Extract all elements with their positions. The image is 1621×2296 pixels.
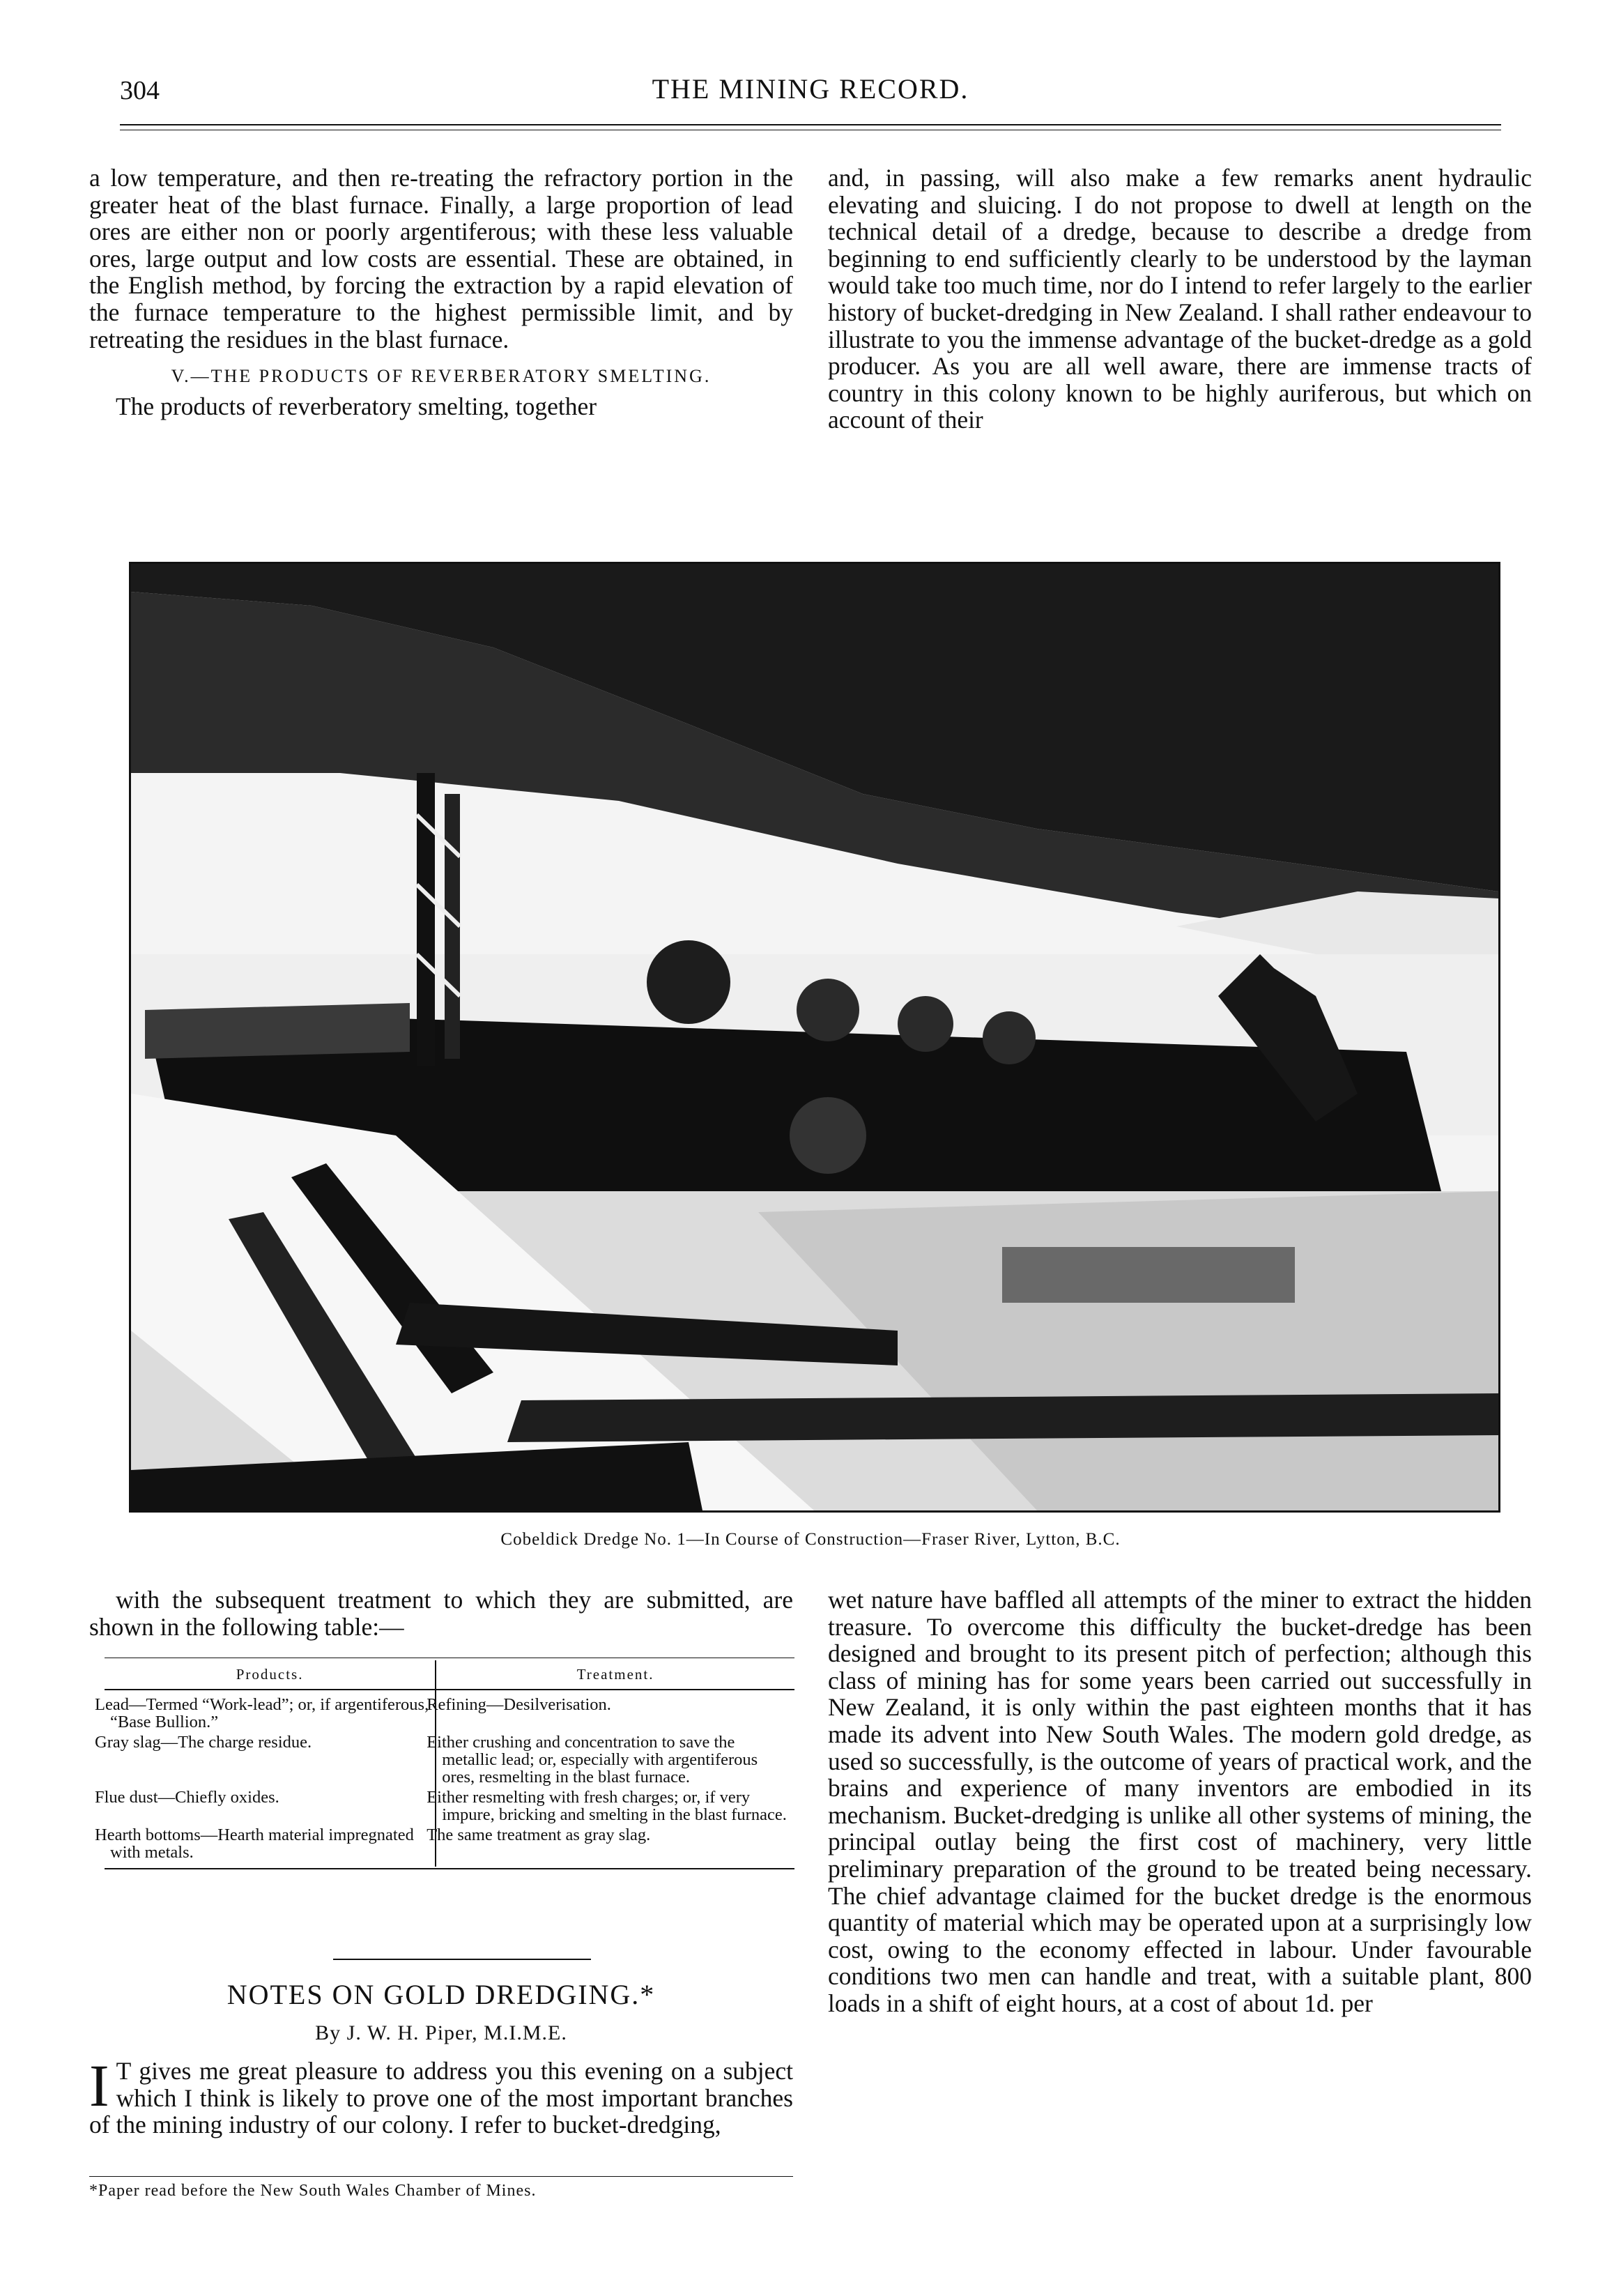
treatment-cell: The same treatment as gray slag.: [427, 1826, 651, 1844]
table-row: [105, 1732, 794, 1787]
title-divider: [333, 1959, 591, 1960]
footnote-rule: [89, 2176, 793, 2177]
paragraph: with the subsequent treatment to which they are submitted, are shown in the following table:—: [89, 1586, 793, 1641]
column-header-products: Products.: [105, 1660, 436, 1690]
product-cell: Gray slag—The charge residue.: [105, 1732, 436, 1787]
right-column-bottom: [828, 1586, 1532, 2017]
product-cell: Lead—Termed “Work-lead”; or, if argentiferous, “Base Bullion.”: [105, 1690, 436, 1732]
left-column-bottom: [89, 1586, 793, 1640]
table-header-row: [105, 1660, 794, 1690]
dredge-photo-image: [131, 564, 1498, 1510]
paragraph: The products of reverberatory smelting, together: [116, 392, 597, 421]
byline: By J. W. H. Piper, M.I.M.E.: [315, 2021, 567, 2044]
paragraph: and, in passing, will also make a few remarks anent hydraulic elevating and sluicing. I do not propose to dwell at length on the technical detail of a dredge, because to describe a dredge from beginning to end sufficiently clearly to be understood by the layman would take too much time, nor do I intend to refer largely to the earlier history of bucket-dredging in New Zealand. I shall rather endeavour to illustrate to you the immense advantage of the bucket-dredge as a gold producer. As you are all well aware, there are immense tracts of country in this colony known to be highly auriferous, but which on account of their: [828, 164, 1532, 434]
table-row: [105, 1690, 794, 1732]
left-column-top: [89, 164, 793, 420]
photo-caption: Cobeldick Dredge No. 1—In Course of Construction—Fraser River, Lytton, B.C.: [500, 1530, 1121, 1549]
treatment-cell: Refining—Desilverisation.: [427, 1695, 611, 1714]
running-title: THE MINING RECORD.: [652, 73, 969, 105]
article-title: NOTES ON GOLD DREDGING.*: [226, 1979, 656, 2010]
product-cell: Flue dust—Chiefly oxides.: [105, 1787, 436, 1825]
column-header-treatment: Treatment.: [436, 1660, 794, 1690]
footnote: *Paper read before the New South Wales Chamber of Mines.: [89, 2182, 537, 2200]
paragraph: T gives me great pleasure to address you this evening on a subject which I think is likely to prove one of the most important branches of the mining industry of our colony. I refer to bucket-dredging,: [89, 2057, 793, 2139]
product-cell: Hearth bottoms—Hearth material impregnated with metals.: [105, 1825, 436, 1867]
products-treatment-table-wrapper: [95, 1658, 794, 1869]
treatment-cell: Either resmelting with fresh charges; or, if very impure, bricking and smelting in the blast furnace.: [427, 1788, 787, 1824]
right-column-top: [828, 164, 1532, 434]
paragraph: a low temperature, and then re-treating the refractory portion in the greater heat of the blast furnace. Finally, a large proportion of lead ores are either non or poorly argentiferous; with these less valuable ores, large output and low costs are essential. These are obtained, in the English method, by forcing the extraction by a rapid elevation of the furnace temperature to the highest permissible limit, and by retreating the residues in the blast furnace.: [89, 164, 793, 353]
dredge-photograph: [129, 562, 1500, 1513]
header-rule: [120, 124, 1501, 125]
section-heading: V.—THE PRODUCTS OF REVERBERATORY SMELTING.: [171, 366, 712, 387]
paragraph: wet nature have baffled all attempts of the miner to extract the hidden treasure. To overcome this difficulty the bucket-dredge has been designed and brought to its present pitch of perfection; although this class of mining has for some years been carried out successfully in New Zealand, it is only within the past eighteen months that it has made its advent into New South Wales. The modern gold dredge, as used so successfully, is the outcome of years of practical work, and the brains and experience of many inventors are embodied in its mechanism. Bucket-dredging is unlike all other systems of mining, the principal outlay being the first cost of machinery, very little preliminary preparation of the ground to be treated being necessary. The chief advantage claimed for the bucket dredge is the enormous quantity of material which may be operated upon at a surprisingly low cost, owing to the economy effected in labour. Under favourable conditions two men can handle and treat, with a suitable plant, 800 loads in a shift of eight hours, at a cost of about 1d. per: [828, 1586, 1532, 2017]
table-row: [105, 1825, 794, 1867]
table-row: [105, 1787, 794, 1825]
page-number: 304: [120, 76, 160, 105]
drop-cap: I: [89, 2052, 109, 2119]
treatment-cell: Either crushing and concentration to save the metallic lead; or, especially with argentiferous ores, resmelting in the blast furnace.: [427, 1733, 758, 1786]
article-intro: [89, 2052, 793, 2139]
products-treatment-table: [95, 1660, 794, 1867]
table-rule-bottom: [105, 1868, 794, 1869]
